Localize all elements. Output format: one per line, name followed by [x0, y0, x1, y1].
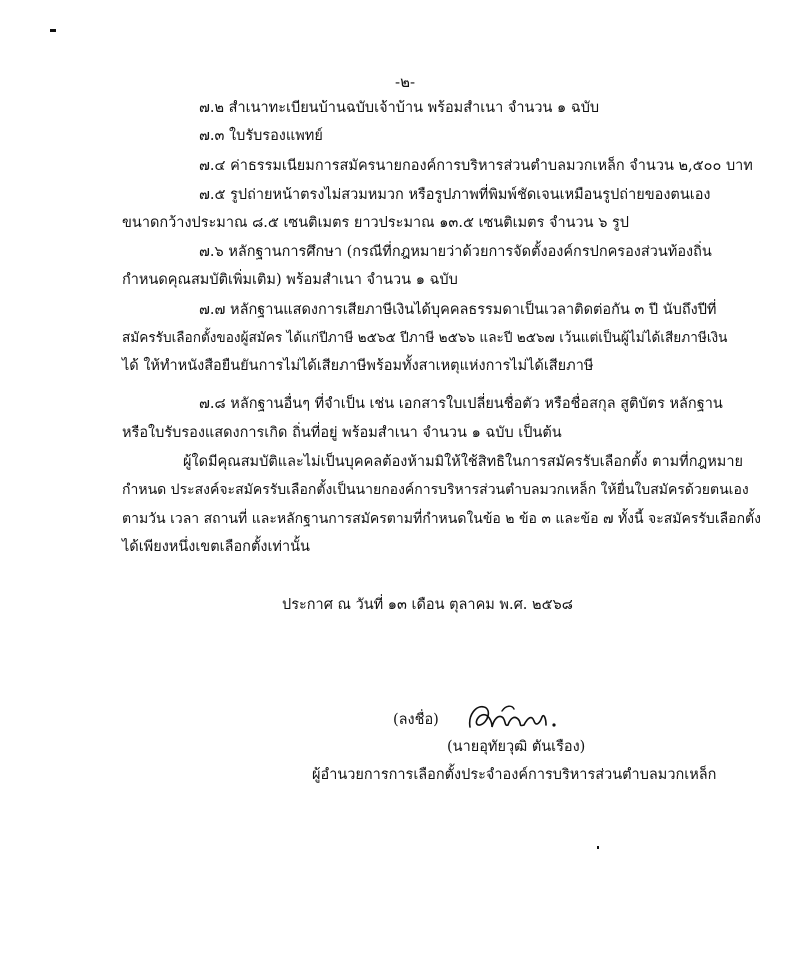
item-7-4: ๗.๔ ค่าธรรมเนียมการสมัครนายกองค์การบริหารส่วนตำบลมวกเหล็ก จำนวน ๒,๕๐๐ บาท [199, 158, 753, 174]
item-7-8-cont: หรือใบรับรองแสดงการเกิด ถิ่นที่อยู่ พร้อมสำเนา จำนวน ๑ ฉบับ เป็นต้น [122, 425, 562, 441]
handwritten-signature [462, 697, 562, 737]
closing-line-1: ผู้ใดมีคุณสมบัติและไม่เป็นบุคคลต้องห้ามมิให้ใช้สิทธิในการสมัครรับเลือกตั้ง ตามที่กฎหมาย [183, 454, 743, 470]
item-7-8: ๗.๘ หลักฐานอื่นๆ ที่จำเป็น เช่น เอกสารใบเปลี่ยนชื่อตัว หรือชื่อสกุล สูติบัตร หลักฐาน [199, 396, 723, 412]
item-7-2: ๗.๒ สำเนาทะเบียนบ้านฉบับเจ้าบ้าน พร้อมสำเนา จำนวน ๑ ฉบับ [199, 100, 600, 116]
signer-name: (นายอุทัยวุฒิ ตันเรือง) [447, 739, 586, 755]
page-number: -๒- [395, 73, 416, 91]
closing-line-2: กำหนด ประสงค์จะสมัครรับเลือกตั้งเป็นนายกองค์การบริหารส่วนตำบลมวกเหล็ก ให้ยื่นใบสมัครด้วยตนเอง [122, 482, 749, 498]
scan-mark-top-left [50, 29, 56, 32]
item-7-7-cont-2: ได้ ให้ทำหนังสือยืนยันการไม่ได้เสียภาษีพร้อมทั้งสาเหตุแห่งการไม่ได้เสียภาษี [122, 358, 594, 374]
item-7-5: ๗.๕ รูปถ่ายหน้าตรงไม่สวมหมวก หรือรูปภาพที่พิมพ์ชัดเจนเหมือนรูปถ่ายของตนเอง [199, 187, 711, 203]
item-7-7-cont-1: สมัครรับเลือกตั้งของผู้สมัคร ได้แก่ปีภาษี ๒๕๖๕ ปีภาษี ๒๕๖๖ และปี ๒๕๖๗ เว้นแต่เป็นผู้ไม่ได้เสียภาษีเงิน [122, 330, 728, 346]
announcement-date: ประกาศ ณ วันที่ ๑๓ เดือน ตุลาคม พ.ศ. ๒๕๖๘ [282, 597, 573, 613]
closing-line-4: ได้เพียงหนึ่งเขตเลือกตั้งเท่านั้น [122, 539, 310, 555]
item-7-7: ๗.๗ หลักฐานแสดงการเสียภาษีเงินได้บุคคลธรรมดาเป็นเวลาติดต่อกัน ๓ ปี นับถึงปีที่ [199, 302, 717, 318]
item-7-5-cont: ขนาดกว้างประมาณ ๘.๕ เซนติเมตร ยาวประมาณ ๑๓.๕ เซนติเมตร จำนวน ๖ รูป [122, 215, 630, 231]
closing-line-3: ตามวัน เวลา สถานที่ และหลักฐานการสมัครตามที่กำหนดในข้อ ๒ ข้อ ๓ และข้อ ๗ ทั้งนี้ จะสมัครรับเลือกตั้ง [122, 511, 761, 527]
scan-mark-right [597, 846, 599, 849]
item-7-6: ๗.๖ หลักฐานการศึกษา (กรณีที่กฎหมายว่าด้วยการจัดตั้งองค์กรปกครองส่วนท้องถิ่น [199, 244, 712, 260]
sign-label: (ลงชื่อ) [393, 712, 439, 728]
item-7-3: ๗.๓ ใบรับรองแพทย์ [199, 128, 323, 144]
item-7-6-cont: กำหนดคุณสมบัติเพิ่มเติม) พร้อมสำเนา จำนวน ๑ ฉบับ [122, 272, 458, 288]
signer-title: ผู้อำนวยการการเลือกตั้งประจำองค์การบริหารส่วนตำบลมวกเหล็ก [312, 767, 717, 783]
